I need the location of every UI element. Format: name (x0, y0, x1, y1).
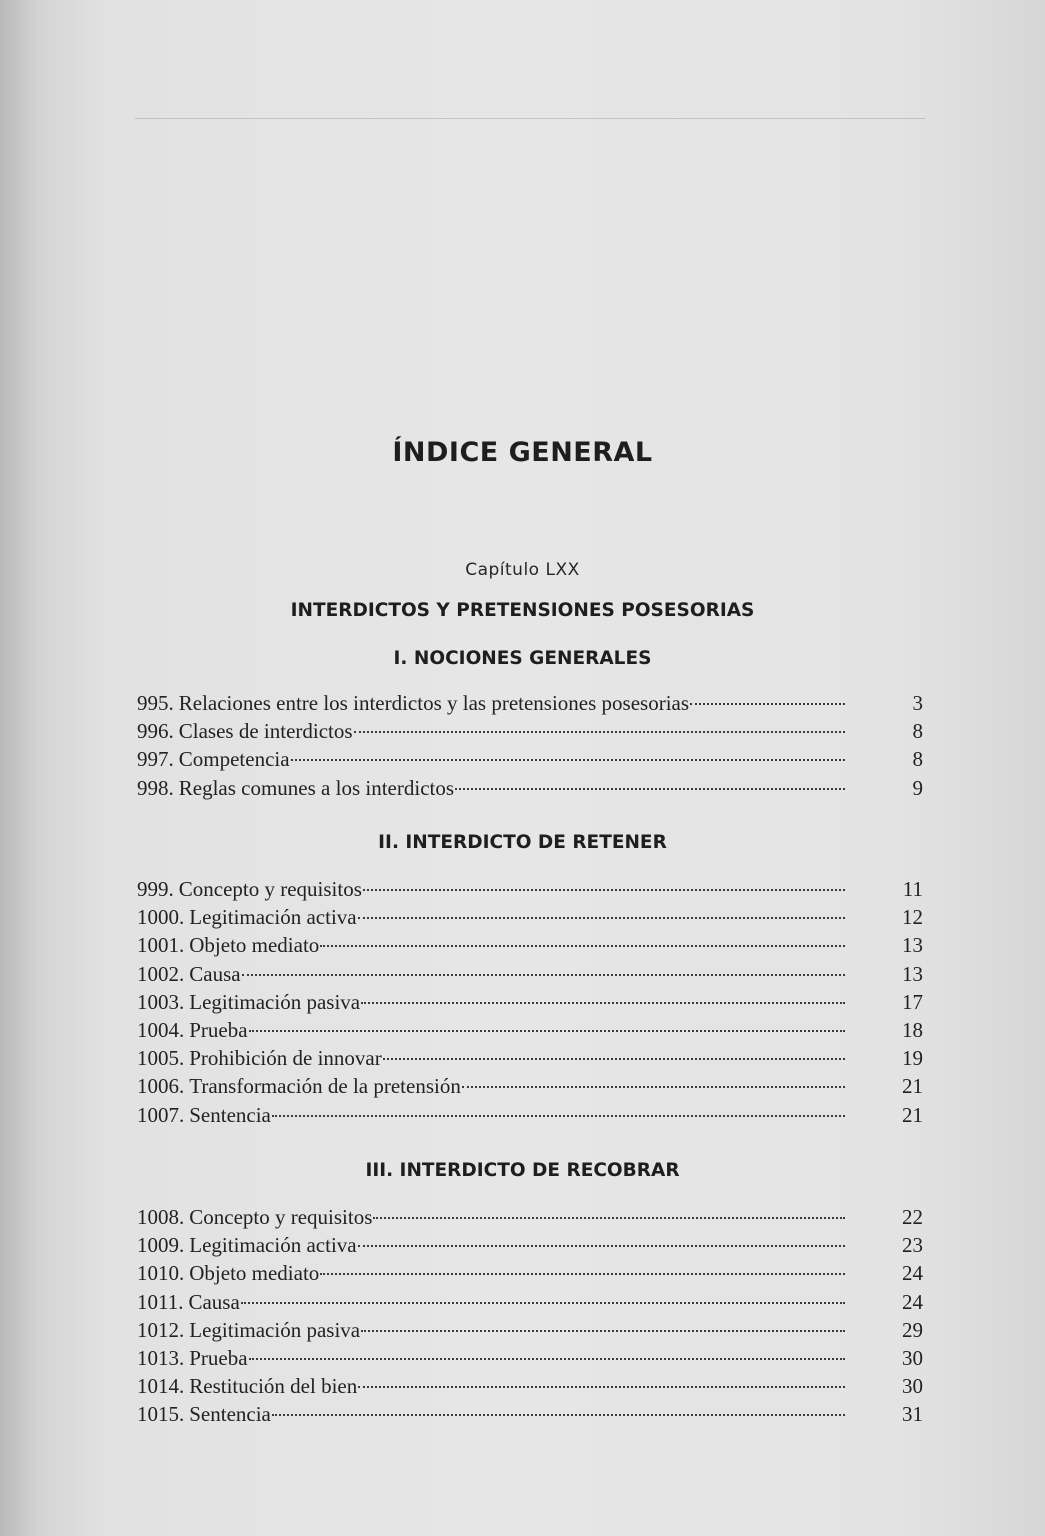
entry-number: 1009. (137, 1233, 185, 1258)
entry-page: 29 (902, 1317, 923, 1342)
entry-page: 8 (912, 719, 923, 744)
bleed-through-rule (135, 118, 925, 119)
entry-number: 1015. (137, 1402, 185, 1427)
entry-page: 13 (902, 961, 923, 986)
entry-number: 997. (137, 747, 174, 772)
entry-page: 19 (902, 1046, 923, 1071)
entry-number: 1012. (137, 1317, 185, 1342)
toc-entry (137, 1233, 923, 1261)
entry-label: Concepto y requisitos (189, 1205, 373, 1229)
entry-number: 1002. (137, 961, 185, 986)
entry-number: 1001. (137, 933, 185, 958)
entry-page: 3 (912, 691, 923, 715)
entry-number: 995. (137, 691, 174, 715)
section-entries-nociones-generales (137, 691, 923, 804)
entry-label: Prueba (189, 1017, 248, 1042)
entry-label: Clases de interdictos (178, 719, 353, 744)
entry-page: 9 (912, 775, 923, 800)
page-title: ÍNDICE GENERAL (392, 437, 653, 468)
dot-leader (354, 731, 845, 733)
toc-entry (137, 1261, 923, 1289)
toc-entry (137, 1018, 923, 1046)
dot-leader (358, 1386, 845, 1388)
dot-leader (320, 1273, 845, 1275)
section-entries-interdicto-de-retener (137, 877, 923, 1131)
toc-entry (137, 747, 923, 775)
entry-page: 18 (902, 1017, 923, 1042)
dot-leader (291, 759, 845, 761)
toc-entry (137, 1290, 923, 1318)
entry-page: 30 (902, 1374, 923, 1399)
entry-number: 1011. (137, 1289, 184, 1314)
entry-label: Legitimación pasiva (189, 989, 361, 1014)
toc-entry (137, 877, 923, 905)
entry-number: 1005. (137, 1046, 185, 1071)
toc-entry (137, 905, 923, 933)
section-title-interdicto-de-recobrar: III. INTERDICTO DE RECOBRAR (365, 1160, 680, 1181)
chapter-title: INTERDICTOS Y PRETENSIONES POSESORIAS (290, 600, 755, 621)
toc-entry (137, 1374, 923, 1402)
section-title-interdicto-de-retener: II. INTERDICTO DE RETENER (378, 832, 667, 853)
entry-label: Relaciones entre los interdictos y las pretensiones posesorias (178, 691, 690, 715)
entry-number: 1014. (137, 1374, 185, 1399)
dot-leader (363, 889, 845, 891)
section-entries-interdicto-de-recobrar (137, 1205, 923, 1431)
entry-number: 998. (137, 775, 174, 800)
toc-entry (137, 933, 923, 961)
section-title-nociones-generales: I. NOCIONES GENERALES (393, 648, 652, 669)
toc-entry (137, 1074, 923, 1102)
toc-entry (137, 1205, 923, 1233)
entry-label: Sentencia (189, 1102, 271, 1127)
entry-page: 13 (902, 933, 923, 958)
entry-number: 999. (137, 877, 174, 901)
entry-label: Concepto y requisitos (178, 877, 362, 901)
chapter-label: Capítulo LXX (465, 560, 580, 580)
dot-leader (361, 1330, 845, 1332)
entry-label: Transformación de la pretensión (189, 1074, 461, 1099)
entry-page: 22 (902, 1205, 923, 1229)
entry-page: 23 (902, 1233, 923, 1258)
toc-entry (137, 776, 923, 804)
dot-leader (690, 703, 845, 705)
entry-label: Legitimación pasiva (189, 1317, 361, 1342)
toc-entry (137, 1318, 923, 1346)
dot-leader (462, 1086, 845, 1088)
dot-leader (373, 1217, 845, 1219)
dot-leader (272, 1414, 845, 1416)
dot-leader (241, 1302, 845, 1304)
entry-label: Prueba (189, 1345, 248, 1370)
toc-entry (137, 691, 923, 719)
toc-entry (137, 1402, 923, 1430)
entry-label: Legitimación activa (189, 905, 357, 930)
entry-label: Sentencia (189, 1402, 271, 1427)
entry-page: 17 (902, 989, 923, 1014)
dot-leader (361, 1002, 845, 1004)
dot-leader (358, 917, 845, 919)
entry-number: 1003. (137, 989, 185, 1014)
dot-leader (249, 1358, 845, 1360)
dot-leader (383, 1058, 845, 1060)
toc-entry (137, 1046, 923, 1074)
entry-number: 1006. (137, 1074, 185, 1099)
entry-label: Objeto mediato (189, 933, 320, 958)
dot-leader (358, 1245, 845, 1247)
toc-entry (137, 1346, 923, 1374)
entry-label: Restitución del bien (189, 1374, 358, 1399)
entry-number: 1008. (137, 1205, 185, 1229)
entry-label: Prohibición de innovar (189, 1046, 382, 1071)
entry-number: 1007. (137, 1102, 185, 1127)
entry-number: 1004. (137, 1017, 185, 1042)
entry-page: 11 (902, 877, 923, 901)
entry-page: 24 (902, 1289, 923, 1314)
toc-entry (137, 1103, 923, 1131)
toc-entry (137, 719, 923, 747)
toc-entry (137, 990, 923, 1018)
entry-label: Reglas comunes a los interdictos (178, 775, 455, 800)
entry-label: Objeto mediato (189, 1261, 320, 1286)
dot-leader (272, 1115, 845, 1117)
entry-page: 21 (902, 1074, 923, 1099)
dot-leader (320, 945, 845, 947)
entry-number: 996. (137, 719, 174, 744)
dot-leader (455, 788, 845, 790)
entry-number: 1013. (137, 1345, 185, 1370)
entry-page: 12 (902, 905, 923, 930)
entry-number: 1010. (137, 1261, 185, 1286)
entry-label: Competencia (178, 747, 290, 772)
toc-entry (137, 962, 923, 990)
entry-number: 1000. (137, 905, 185, 930)
entry-label: Legitimación activa (189, 1233, 357, 1258)
entry-page: 30 (902, 1345, 923, 1370)
entry-page: 31 (902, 1402, 923, 1427)
entry-label: Causa (188, 1289, 240, 1314)
entry-page: 24 (902, 1261, 923, 1286)
dot-leader (249, 1030, 845, 1032)
entry-page: 21 (902, 1102, 923, 1127)
entry-page: 8 (912, 747, 923, 772)
entry-label: Causa (189, 961, 241, 986)
dot-leader (242, 974, 845, 976)
